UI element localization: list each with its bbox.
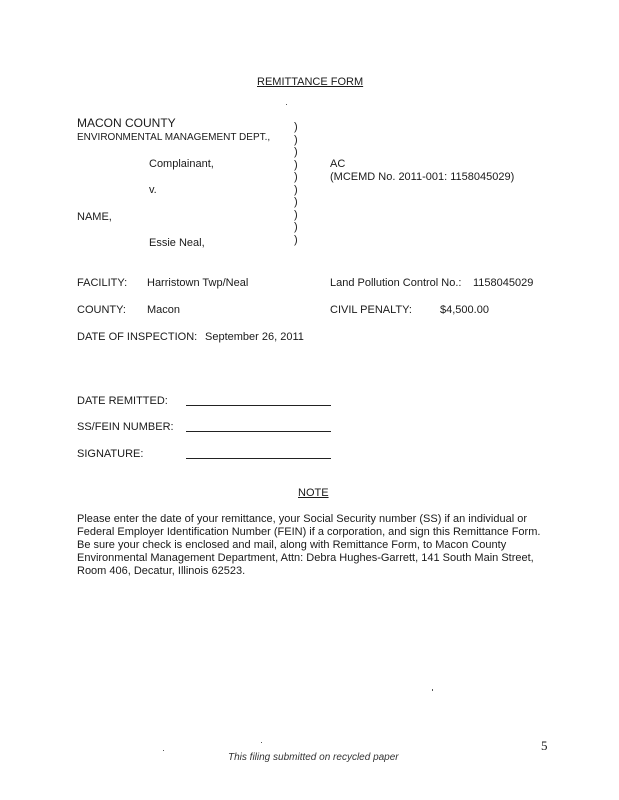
signature-label: SIGNATURE: (77, 448, 144, 460)
note-line: Room 406, Decatur, Illinois 62523. (77, 565, 246, 577)
facility-value: Harristown Twp/Neal (147, 277, 249, 289)
county-label: COUNTY: (77, 304, 126, 316)
dept-name: ENVIRONMENTAL MANAGEMENT DEPT., (77, 132, 271, 143)
note-body (77, 513, 547, 578)
versus-label: v. (149, 184, 157, 196)
note-line: Environmental Management Department, Attn: Debra Hughes-Garrett, 141 South Main Street, (77, 552, 534, 564)
scan-speck (432, 689, 433, 691)
penalty-value: $4,500.00 (440, 304, 489, 316)
complainant-label: Complainant, (149, 158, 214, 170)
inspection-value: September 26, 2011 (205, 331, 304, 343)
form-title: REMITTANCE FORM (257, 76, 364, 88)
name-label: NAME, (77, 211, 112, 223)
ss-fein-label: SS/FEIN NUMBER: (77, 421, 174, 433)
date-remitted-label: DATE REMITTED: (77, 395, 168, 407)
scan-speck (286, 104, 287, 105)
ac-label: AC (330, 158, 346, 170)
county-name: MACON COUNTY (77, 116, 176, 130)
penalty-label: CIVIL PENALTY: (330, 304, 412, 316)
recycled-paper-footer: This filing submitted on recycled paper (228, 752, 399, 763)
lpc-value: 1158045029 (473, 277, 534, 289)
date-remitted-field[interactable] (186, 405, 331, 406)
note-line: Federal Employer Identification Number (FEIN) if a corporation, and sign this Remittance Form. (77, 526, 541, 538)
facility-label: FACILITY: (77, 277, 128, 289)
note-line: Be sure your check is enclosed and mail, along with Remittance Form, to Macon County (77, 539, 507, 551)
page-number: 5 (541, 738, 548, 753)
scan-speck (261, 742, 262, 743)
case-number: (MCEMD No. 2011-001: 1158045029) (330, 171, 515, 183)
note-heading: NOTE (298, 487, 329, 499)
ss-fein-field[interactable] (186, 431, 331, 432)
inspection-label: DATE OF INSPECTION: (77, 331, 198, 343)
signature-field[interactable] (186, 458, 331, 459)
note-line: Please enter the date of your remittance, your Social Security number (SS) if an individual or (77, 513, 528, 525)
lpc-label: Land Pollution Control No.: (330, 277, 462, 289)
caption-parentheses: ) ) ) ) ) ) ) ) ) ) (294, 121, 298, 246)
county-value: Macon (147, 304, 181, 316)
scan-speck (163, 750, 164, 751)
respondent-name: Essie Neal, (149, 237, 205, 249)
